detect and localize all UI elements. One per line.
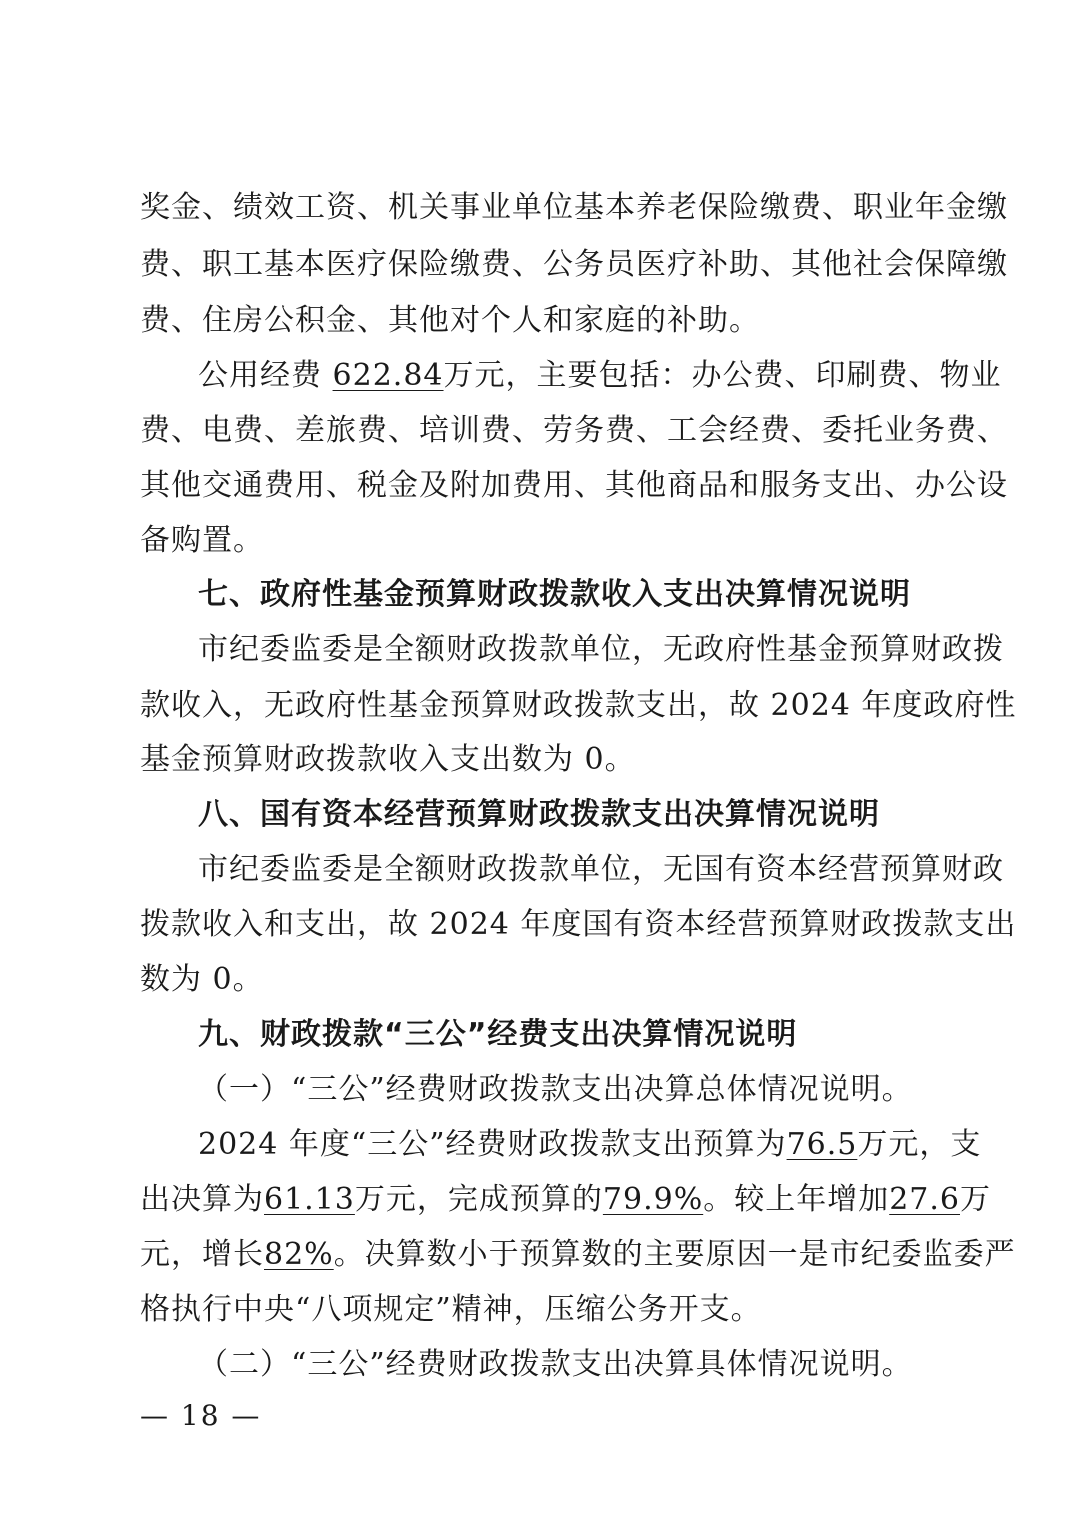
- text-line: 费、电费、差旅费、培训费、劳务费、工会经费、委托业务费、: [140, 413, 1008, 448]
- public-funds-line: [0, 356, 1074, 396]
- text-line: 费、住房公积金、其他对个人和家庭的补助。: [140, 303, 760, 338]
- section-heading: 八、国有资本经营预算财政拨款支出决算情况说明: [198, 797, 880, 832]
- text-line: 格执行中央“八项规定”精神，压缩公务开支。: [140, 1292, 762, 1327]
- summary-line: [0, 1125, 1074, 1165]
- summary-text: 。较上年增加: [703, 1182, 890, 1217]
- public-funds-prefix: 公用经费: [198, 358, 322, 393]
- text-line: 数为 0。: [140, 962, 264, 997]
- growth-rate: 82%: [264, 1237, 334, 1272]
- summary-text: 万: [960, 1182, 991, 1217]
- budget-amount: 76.5: [786, 1127, 858, 1162]
- text-line: 其他交通费用、税金及附加费用、其他商品和服务支出、办公设: [140, 468, 1008, 503]
- actual-amount: 61.13: [264, 1182, 355, 1217]
- summary-text: 2024 年度“三公”经费财政拨款支出预算为: [198, 1127, 787, 1162]
- public-funds-amount: 622.84: [332, 358, 444, 393]
- text-line: 市纪委监委是全额财政拨款单位，无政府性基金预算财政拨: [198, 632, 1004, 667]
- summary-line: [0, 1180, 1074, 1220]
- summary-text: 万元，支: [857, 1127, 982, 1162]
- text-line: 基金预算财政拨款收入支出数为 0。: [140, 742, 636, 777]
- text-line: 费、职工基本医疗保险缴费、公务员医疗补助、其他社会保障缴: [140, 247, 1008, 282]
- summary-text: 元，增长: [140, 1237, 264, 1272]
- section-heading: 九、财政拨款“三公”经费支出决算情况说明: [198, 1017, 798, 1052]
- summary-line: [0, 1235, 1074, 1275]
- summary-text: 万元，完成预算的: [354, 1182, 603, 1217]
- public-funds-suffix: 万元，主要包括：办公费、印刷费、物业: [443, 358, 1002, 393]
- text-line: 款收入，无政府性基金预算财政拨款支出，故 2024 年度政府性: [140, 688, 1017, 723]
- summary-text: 出决算为: [140, 1182, 264, 1217]
- section-heading: 七、政府性基金预算财政拨款收入支出决算情况说明: [198, 577, 911, 612]
- text-line: 奖金、绩效工资、机关事业单位基本养老保险缴费、职业年金缴: [140, 190, 1008, 225]
- subheading: （一）“三公”经费财政拨款支出决算总体情况说明。: [198, 1072, 913, 1107]
- summary-text: 。决算数小于预算数的主要原因一是市纪委监委严: [333, 1237, 1016, 1272]
- completion-rate: 79.9%: [602, 1182, 704, 1217]
- text-line: 市纪委监委是全额财政拨款单位，无国有资本经营预算财政: [198, 852, 1004, 887]
- increase-amount: 27.6: [889, 1182, 960, 1217]
- text-line: 备购置。: [140, 523, 264, 558]
- text-line: 拨款收入和支出，故 2024 年度国有资本经营预算财政拨款支出: [140, 907, 1017, 942]
- subheading: （二）“三公”经费财政拨款支出决算具体情况说明。: [198, 1347, 913, 1382]
- page-number: — 18 —: [140, 1399, 262, 1432]
